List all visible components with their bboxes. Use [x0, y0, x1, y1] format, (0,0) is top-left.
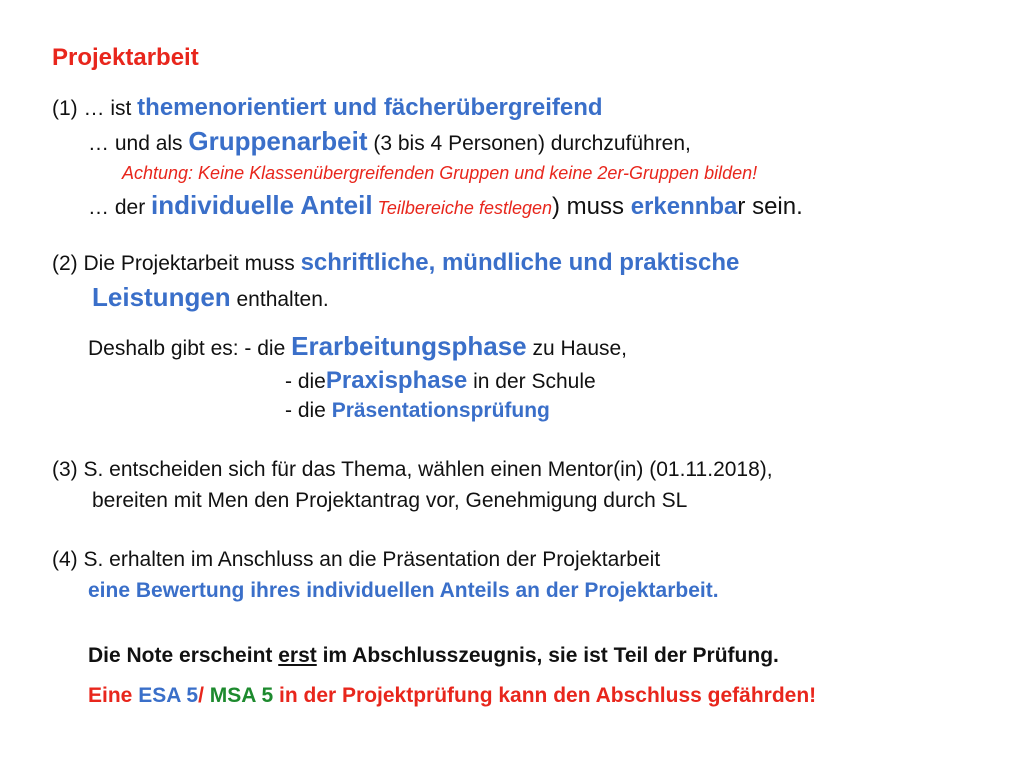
- text: … und als: [88, 132, 189, 155]
- msa-label: MSA 5: [209, 684, 274, 707]
- section-1-line-1: [52, 95, 603, 122]
- text: Die Note erscheint: [88, 644, 279, 667]
- highlight: erkennba: [630, 193, 738, 220]
- text: in der Schule: [467, 370, 596, 393]
- text: - die: [285, 370, 326, 393]
- esa-label: ESA 5: [138, 684, 199, 707]
- text: (2) Die Projektarbeit muss: [52, 252, 301, 275]
- section-3-line-1: (3) S. entscheiden sich für das Thema, wählen einen Mentor(in) (01.11.2018),: [52, 458, 773, 481]
- highlight: Präsentationsprüfung: [331, 399, 550, 422]
- section-2-line-3: [88, 333, 627, 362]
- text: im Abschlusszeugnis, sie ist Teil der Prüfung.: [316, 644, 779, 667]
- page-title: Projektarbeit: [52, 44, 199, 71]
- text: in der Projektprüfung kann den Abschluss gefährden!: [273, 684, 817, 707]
- section-2-line-1: [52, 250, 739, 277]
- underlined-word: erst: [278, 644, 317, 667]
- section-2-line-5: [285, 398, 550, 424]
- section-2-line-4: [285, 368, 596, 395]
- section-2-line-2: [92, 284, 329, 313]
- highlight: themenorientiert und fächerübergreifend: [137, 94, 603, 121]
- text: (1) … ist: [52, 97, 138, 120]
- section-1-line-2: [88, 128, 691, 157]
- note-inline: Teilbereiche festlegen: [372, 198, 553, 218]
- text: - die: [285, 399, 332, 422]
- section-1-warning: Achtung: Keine Klassenübergreifenden Gruppen und keine 2er-Gruppen bilden!: [122, 163, 758, 183]
- text: zu Hause,: [526, 337, 628, 360]
- highlight: Praxisphase: [325, 367, 468, 394]
- highlight: individuelle Anteil: [151, 190, 373, 220]
- highlight: Erarbeitungsphase: [291, 331, 527, 361]
- highlight: Gruppenarbeit: [188, 126, 368, 156]
- final-warning: [88, 683, 816, 709]
- text: ) muss: [552, 193, 631, 220]
- text: … der: [88, 196, 152, 219]
- text: r sein.: [737, 193, 803, 220]
- section-3-line-2: bereiten mit Men den Projektantrag vor, Genehmigung durch SL: [92, 489, 688, 512]
- text: Eine: [88, 684, 139, 707]
- section-4-line-1: (4) S. erhalten im Anschluss an die Präsentation der Projektarbeit: [52, 548, 661, 571]
- text: enthalten.: [230, 288, 329, 311]
- highlight: schriftliche, mündliche und praktische: [300, 249, 740, 276]
- text: (3 bis 4 Personen) durchzuführen,: [367, 132, 691, 155]
- highlight: Leistungen: [92, 282, 231, 312]
- section-4-line-2: eine Bewertung ihres individuellen Anteils an der Projektarbeit.: [88, 579, 719, 602]
- text: /: [198, 684, 210, 707]
- text: Deshalb gibt es: - die: [88, 337, 292, 360]
- grade-note: [88, 643, 779, 669]
- section-1-line-4: [88, 192, 803, 221]
